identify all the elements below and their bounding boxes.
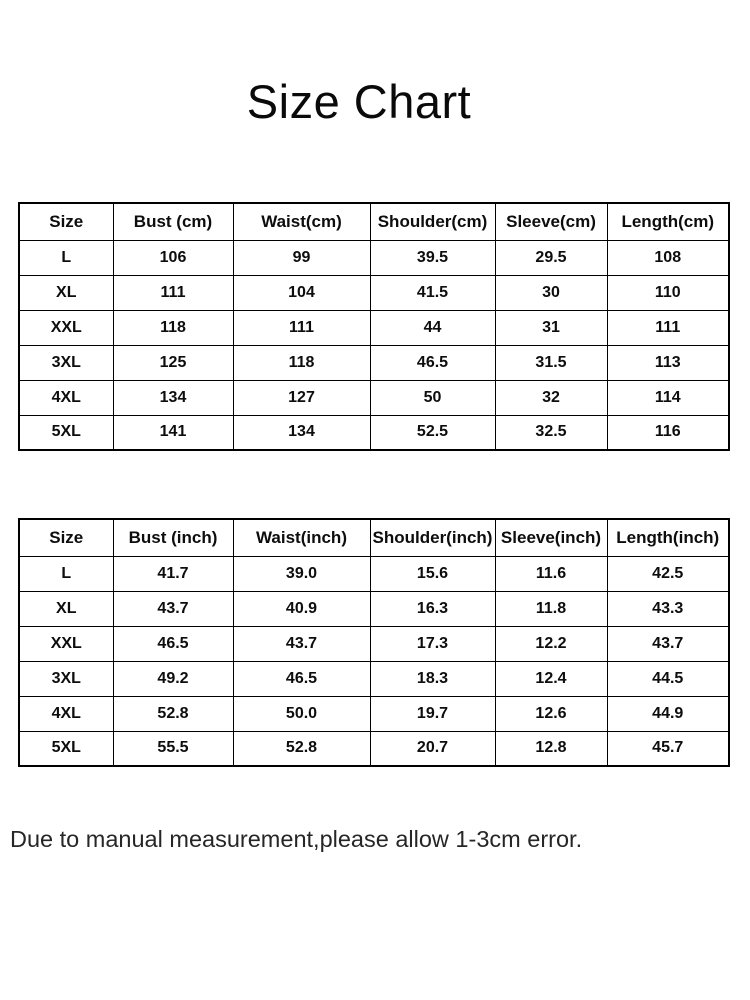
measurement-cell: 114: [607, 380, 729, 415]
measurement-cell: 118: [113, 310, 233, 345]
measurement-cell: 20.7: [370, 731, 495, 766]
column-header: Bust (cm): [113, 203, 233, 240]
measurement-cell: 40.9: [233, 591, 370, 626]
size-cell: 5XL: [19, 731, 113, 766]
column-header: Shoulder(cm): [370, 203, 495, 240]
measurement-cell: 16.3: [370, 591, 495, 626]
column-header: Size: [19, 203, 113, 240]
measurement-cell: 113: [607, 345, 729, 380]
measurement-cell: 104: [233, 275, 370, 310]
measurement-cell: 46.5: [233, 661, 370, 696]
size-cell: 4XL: [19, 380, 113, 415]
measurement-cell: 111: [607, 310, 729, 345]
measurement-cell: 50: [370, 380, 495, 415]
column-header: Size: [19, 519, 113, 556]
size-table-cm: [18, 202, 730, 451]
column-header: Sleeve(cm): [495, 203, 607, 240]
measurement-cell: 43.7: [233, 626, 370, 661]
measurement-cell: 41.5: [370, 275, 495, 310]
measurement-cell: 43.7: [113, 591, 233, 626]
measurement-cell: 43.7: [607, 626, 729, 661]
table-row: [19, 591, 729, 626]
measurement-cell: 39.0: [233, 556, 370, 591]
measurement-cell: 31: [495, 310, 607, 345]
measurement-cell: 110: [607, 275, 729, 310]
measurement-cell: 11.6: [495, 556, 607, 591]
measurement-cell: 39.5: [370, 240, 495, 275]
measurement-cell: 17.3: [370, 626, 495, 661]
measurement-cell: 46.5: [113, 626, 233, 661]
measurement-cell: 55.5: [113, 731, 233, 766]
measurement-cell: 99: [233, 240, 370, 275]
measurement-cell: 15.6: [370, 556, 495, 591]
size-cell: 5XL: [19, 415, 113, 450]
measurement-cell: 44: [370, 310, 495, 345]
measurement-cell: 134: [113, 380, 233, 415]
table-row: [19, 556, 729, 591]
measurement-cell: 44.9: [607, 696, 729, 731]
size-cell: XL: [19, 275, 113, 310]
table-row: [19, 626, 729, 661]
measurement-cell: 106: [113, 240, 233, 275]
size-cell: L: [19, 556, 113, 591]
table-row: [19, 380, 729, 415]
measurement-cell: 118: [233, 345, 370, 380]
measurement-cell: 43.3: [607, 591, 729, 626]
measurement-cell: 134: [233, 415, 370, 450]
measurement-cell: 18.3: [370, 661, 495, 696]
measurement-cell: 108: [607, 240, 729, 275]
column-header: Length(cm): [607, 203, 729, 240]
measurement-cell: 12.8: [495, 731, 607, 766]
table-row: [19, 240, 729, 275]
measurement-cell: 42.5: [607, 556, 729, 591]
table-row: [19, 415, 729, 450]
table-row: [19, 345, 729, 380]
size-cell: 3XL: [19, 345, 113, 380]
table-row: [19, 310, 729, 345]
measurement-cell: 41.7: [113, 556, 233, 591]
measurement-cell: 111: [113, 275, 233, 310]
measurement-cell: 141: [113, 415, 233, 450]
measurement-cell: 52.8: [113, 696, 233, 731]
measurement-cell: 44.5: [607, 661, 729, 696]
measurement-cell: 50.0: [233, 696, 370, 731]
measurement-cell: 125: [113, 345, 233, 380]
size-table-inch: [18, 518, 730, 767]
table-row: [19, 696, 729, 731]
size-cell: L: [19, 240, 113, 275]
column-header: Waist(cm): [233, 203, 370, 240]
measurement-cell: 31.5: [495, 345, 607, 380]
column-header: Waist(inch): [233, 519, 370, 556]
measurement-cell: 116: [607, 415, 729, 450]
measurement-cell: 12.6: [495, 696, 607, 731]
size-cell: 3XL: [19, 661, 113, 696]
measurement-cell: 45.7: [607, 731, 729, 766]
header-row-inch: [19, 519, 729, 556]
measurement-cell: 30: [495, 275, 607, 310]
measurement-cell: 12.4: [495, 661, 607, 696]
header-row-cm: [19, 203, 729, 240]
table-row: [19, 661, 729, 696]
measurement-cell: 29.5: [495, 240, 607, 275]
measurement-note: Due to manual measurement,please allow 1-3cm error.: [10, 826, 583, 852]
table-row: [19, 731, 729, 766]
measurement-cell: 32: [495, 380, 607, 415]
measurement-cell: 12.2: [495, 626, 607, 661]
column-header: Length(inch): [607, 519, 729, 556]
measurement-cell: 11.8: [495, 591, 607, 626]
page-title: Size Chart: [246, 75, 472, 128]
size-cell: 4XL: [19, 696, 113, 731]
measurement-cell: 127: [233, 380, 370, 415]
column-header: Shoulder(inch): [370, 519, 495, 556]
column-header: Bust (inch): [113, 519, 233, 556]
measurement-cell: 32.5: [495, 415, 607, 450]
measurement-cell: 52.8: [233, 731, 370, 766]
measurement-cell: 52.5: [370, 415, 495, 450]
size-cell: XXL: [19, 310, 113, 345]
table-row: [19, 275, 729, 310]
size-cell: XXL: [19, 626, 113, 661]
column-header: Sleeve(inch): [495, 519, 607, 556]
measurement-cell: 46.5: [370, 345, 495, 380]
size-cell: XL: [19, 591, 113, 626]
measurement-cell: 49.2: [113, 661, 233, 696]
measurement-cell: 111: [233, 310, 370, 345]
measurement-cell: 19.7: [370, 696, 495, 731]
